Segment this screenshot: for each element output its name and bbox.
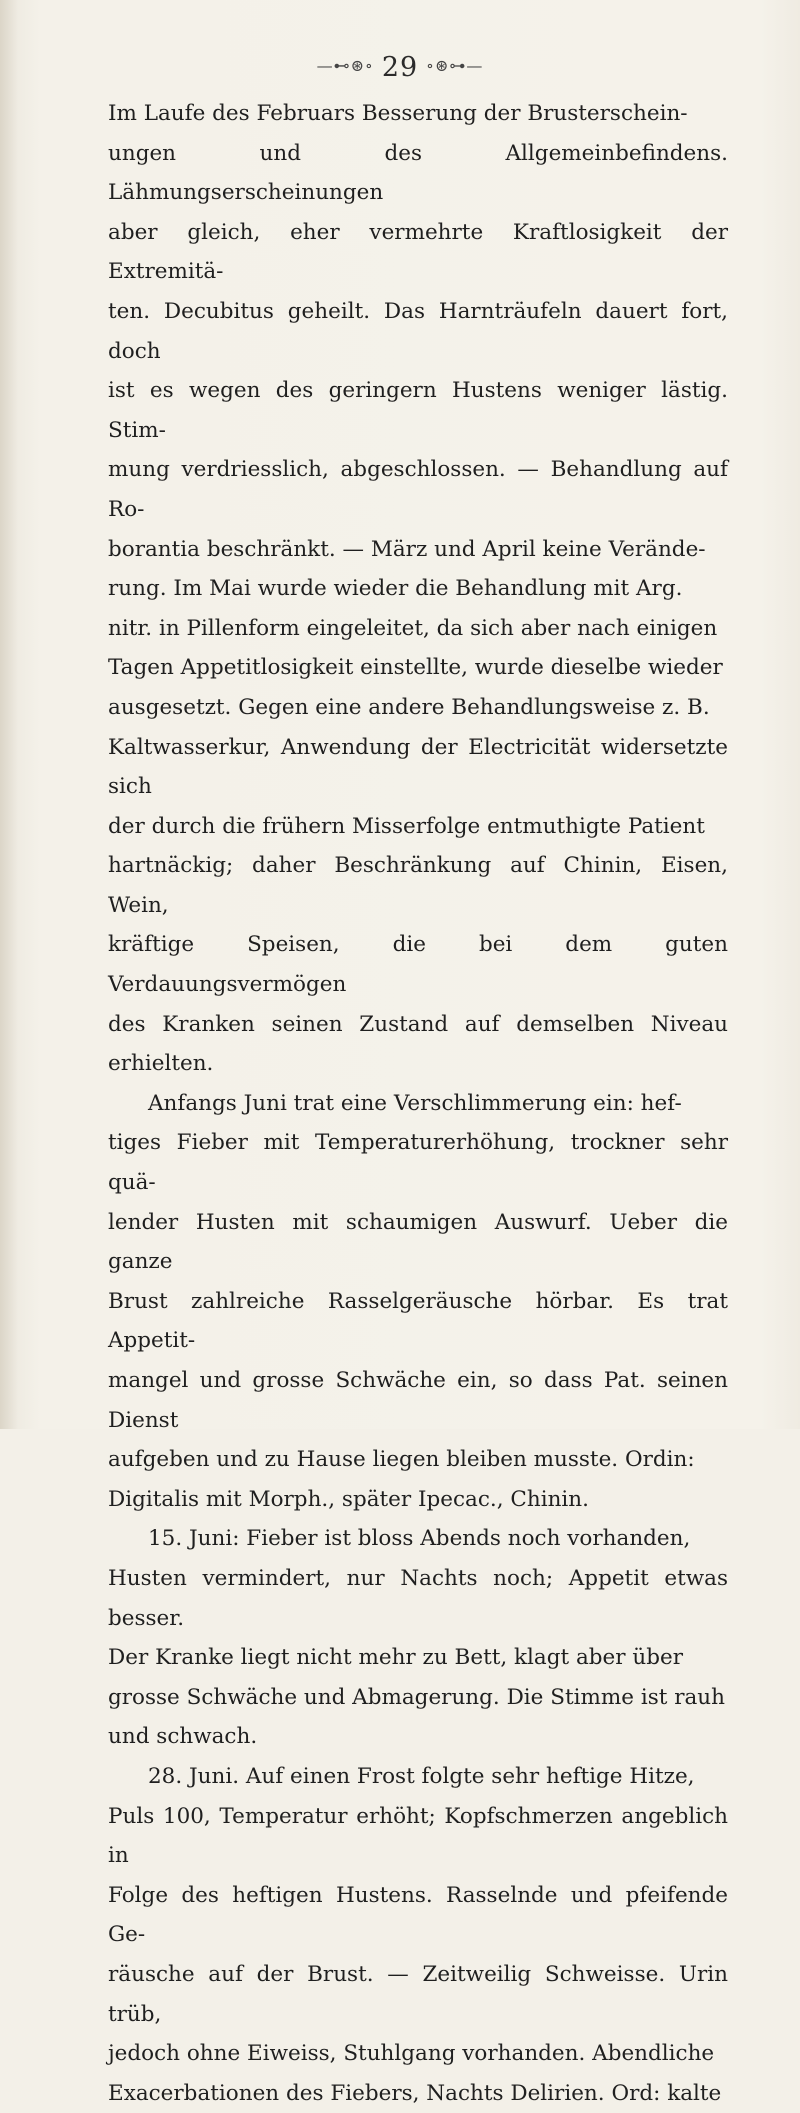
paragraph-june-beginning: Anfangs Juni trat eine Verschlimmerung ein: hef- tiges Fieber mit Temperaturerhöhung, trockner sehr quä- lender Husten mit schaumigen Auswurf. Ueber die ganze Brust zahlreiche Rasselgeräusche hörbar. Es trat Appetit- mangel und grosse Schwäche ein, so dass Pat. seinen Dienst aufgeben und zu Hause liegen bleiben musste. Ordin: Digitalis mit Morph., später Ipecac., Chinin. bbox=[108, 1090, 728, 1512]
page-number: 29 bbox=[381, 52, 419, 83]
page-header bbox=[0, 52, 800, 83]
body-text bbox=[108, 94, 728, 2113]
paragraph-june-28: 28. Juni. Auf einen Frost folgte sehr heftige Hitze, Puls 100, Temperatur erhöht; Kopfschmerzen angeblich in Folge des heftigen Hustens. Rasselnde und pfeifende Ge- räusche auf der Brust. — Zeitweilig Schweisse. Urin trüb, jedoch ohne Eiweiss, Stuhlgang vorhanden. Abendliche Exacerbationen des Fiebers, Nachts Delirien. Ord: kalte bbox=[108, 1763, 728, 2106]
header-ornament-left: —⊷⊛∘ bbox=[316, 56, 374, 75]
paragraph-june-15: 15. Juni: Fieber ist bloss Abends noch vorhanden, Husten vermindert, nur Nachts noch; Appetit etwas besser. Der Kranke liegt nicht mehr zu Bett, klagt aber über grosse Schwäche und Abmagerung. Die Stimme ist rauh und schwach. bbox=[108, 1526, 728, 1750]
page-gutter-shadow bbox=[0, 0, 18, 1429]
header-ornament-right: ∘⊛⊶— bbox=[426, 56, 484, 75]
paragraph-february: Im Laufe des Februars Besserung der Brusterschein- ungen und des Allgemeinbefindens. Lähmungserscheinungen aber gleich, eher vermehrte Kraftlosigkeit der Extremitä- ten. Decubitus geheilt. Das Harnträufeln dauert fort, doch ist es wegen des geringern Hustens weniger lästig. Stim- mung verdriesslich, abgeschlossen. — Behandlung auf Ro- borantia beschränkt. — März und April keine Verände- rung. Im Mai wurde wieder die Behandlung mit Arg. nitr. in Pillenform eingeleitet, da sich aber nach einigen Tagen Appetitlosigkeit einstellte, wurde dieselbe wieder ausgesetzt. Gegen eine andere Behandlungsweise z. B. Kaltwasserkur, Anwendung der Electricität widersetzte sich der durch die frühern Misserfolge entmuthigte Patient hartnäckig; daher Beschränkung auf Chinin, Eisen, Wein, kräftige Speisen, die bei dem guten Verdauungsvermögen des Kranken seinen Zustand auf demselben Niveau erhielten. bbox=[108, 101, 728, 1077]
